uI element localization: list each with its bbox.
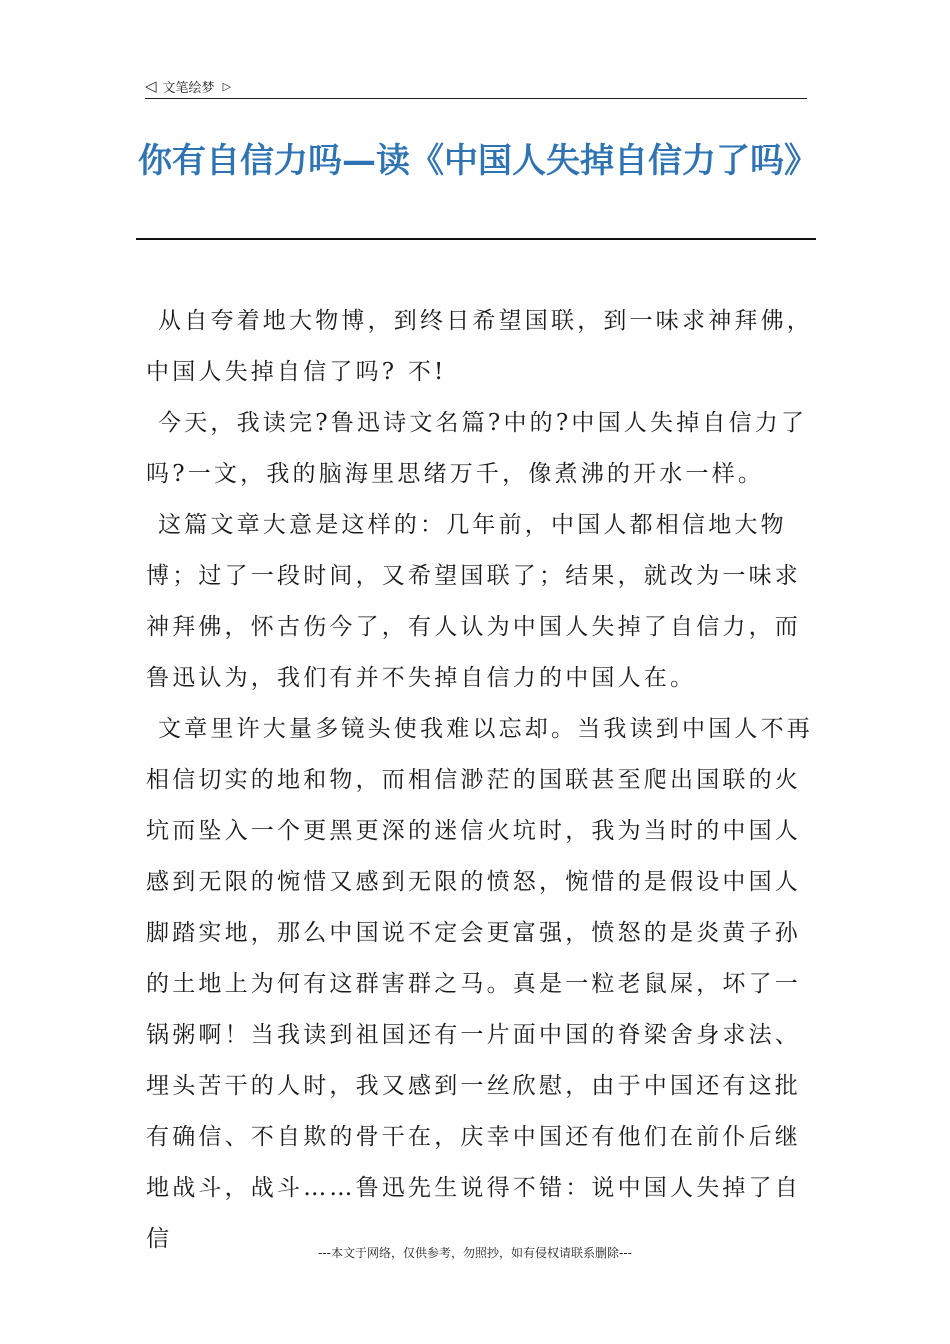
- paragraph-1: 从自夸着地大物博，到终日希望国联，到一味求神拜佛，中国人失掉自信了吗? 不!: [146, 308, 813, 385]
- page-footer: ---本文于网络，仅供参考，勿照抄，如有侵权请联系删除---: [318, 1246, 632, 1260]
- page-header: [145, 74, 807, 99]
- paragraph-2: 今天，我读完?鲁迅诗文名篇?中的?中国人失掉自信力了吗?一文，我的脑海里思绪万千，像煮沸的开水一样。: [146, 410, 808, 487]
- paragraph-3: 这篇文章大意是这样的：几年前，中国人都相信地大物博；过了一段时间，又希望国联了；结果，就改为一味求神拜佛，怀古伤今了，有人认为中国人失掉了自信力，而鲁迅认为，我们有并不失掉自信力的中国人在。: [146, 512, 801, 691]
- header-brand: 文笔绘梦: [162, 80, 215, 96]
- document-title: 你有自信力吗—读《中国人失掉自信力了吗》: [138, 141, 818, 181]
- triangle-right-icon: ▷: [222, 79, 232, 93]
- document-body: [146, 296, 814, 1265]
- title-divider: [136, 238, 816, 240]
- paragraph-4: 文章里许大量多镜头使我难以忘却。当我读到中国人不再相信切实的地和物，而相信渺茫的国联甚至爬出国联的火坑而坠入一个更黑更深的迷信火坑时，我为当时的中国人感到无限的惋惜又感到无限的愤怒，惋惜的是假设中国人脚踏实地，那么中国说不定会更富强，愤怒的是炎黄子孙的土地上为何有这群害群之马。真是一粒老鼠屎，坏了一锅粥啊！当我读到祖国还有一片面中国的脊梁舍身求法、埋头苦干的人时，我又感到一丝欣慰，由于中国还有这批有确信、不自欺的骨干在，庆幸中国还有他们在前仆后继地战斗，战斗……鲁迅先生说得不错：说中国人失掉了自信: [146, 716, 813, 1252]
- triangle-left-icon: ◁: [145, 76, 157, 95]
